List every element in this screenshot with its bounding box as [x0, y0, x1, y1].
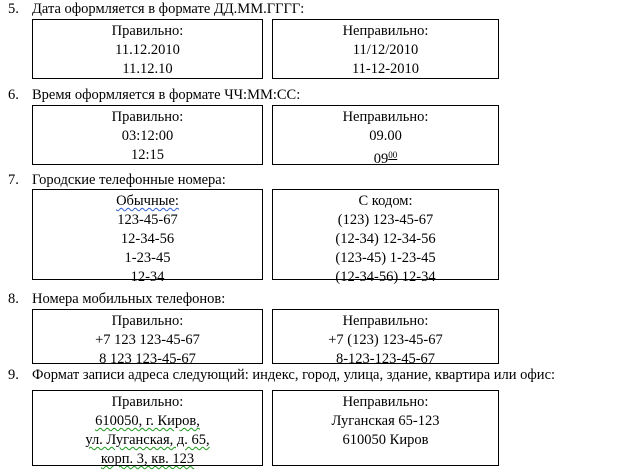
address-line: 610050, г. Киров,	[95, 413, 200, 429]
superscript-minutes: 00	[388, 150, 398, 160]
section-5-correct-box	[32, 19, 263, 79]
superscript-base: 09	[373, 151, 389, 167]
section-6-correct-box	[32, 105, 263, 165]
incorrect-example: 11-12-2010	[351, 61, 420, 77]
incorrect-header: Неправильно:	[342, 23, 429, 39]
code-example: (12-34-56) 12-34	[335, 269, 436, 285]
correct-example: 11.12.10	[122, 61, 173, 77]
code-example: (123-45) 1-23-45	[335, 250, 436, 266]
correct-header: Правильно:	[111, 394, 184, 410]
section-5-title: Дата оформляется в формате ДД.ММ.ГГГГ:	[32, 1, 305, 17]
correct-header: Правильно:	[111, 313, 184, 329]
incorrect-example: 610050 Киров	[342, 432, 429, 448]
section-6-incorrect-box	[272, 105, 499, 165]
section-7-heading	[8, 171, 226, 190]
section-9-heading	[8, 366, 555, 385]
section-9-correct-box	[32, 390, 263, 466]
section-8-heading	[8, 290, 225, 309]
regular-example: 12-34	[130, 269, 165, 285]
regular-example: 12-34-56	[120, 231, 175, 247]
code-example: (12-34) 12-34-56	[335, 231, 436, 247]
correct-header: Правильно:	[111, 23, 184, 39]
section-9-number: 9.	[8, 367, 19, 383]
code-header: С кодом:	[358, 193, 413, 209]
section-6-title: Время оформляется в формате ЧЧ:ММ:СС:	[32, 87, 301, 103]
section-8-correct-box	[32, 309, 263, 367]
section-8-number: 8.	[8, 291, 19, 307]
address-line-wrap	[33, 412, 262, 431]
section-7-regular-box	[32, 189, 263, 285]
section-7-number: 7.	[8, 172, 19, 188]
section-5-number: 5.	[8, 1, 19, 17]
regular-example: 1-23-45	[124, 250, 171, 266]
section-7-code-box	[272, 189, 499, 285]
incorrect-example: 11/12/2010	[352, 42, 419, 58]
section-7-title: Городские телефонные номера:	[32, 172, 226, 188]
correct-example: 03:12:00	[121, 128, 174, 144]
incorrect-example-superscript	[273, 146, 498, 169]
regular-header-line	[33, 192, 262, 211]
incorrect-header: Неправильно:	[342, 109, 429, 125]
section-8-title: Номера мобильных телефонов:	[32, 291, 226, 307]
incorrect-example: 09.00	[369, 128, 402, 144]
regular-example: 123-45-67	[117, 212, 178, 228]
section-6-heading	[8, 86, 300, 105]
section-6-number: 6.	[8, 87, 19, 103]
correct-header: Правильно:	[111, 109, 184, 125]
correct-example: +7 123 123-45-67	[95, 332, 200, 348]
address-line-wrap	[33, 431, 262, 450]
regular-header: Обычные:	[116, 193, 179, 209]
section-5-incorrect-box	[272, 19, 499, 79]
incorrect-example: +7 (123) 123-45-67	[328, 332, 443, 348]
address-line: ул. Луганская, д. 65,	[85, 432, 210, 448]
section-9-title: Формат записи адреса следующий: индекс, город, улица, здание, квартира или офис:	[32, 367, 556, 383]
incorrect-example: 8-123-123-45-67	[335, 351, 436, 367]
code-example: (123) 123-45-67	[337, 212, 434, 228]
incorrect-example: Луганская 65-123	[331, 413, 440, 429]
section-9-incorrect-box	[272, 390, 499, 466]
correct-example: 8 123 123-45-67	[99, 351, 196, 367]
address-line: корп. 3, кв. 123	[100, 451, 195, 467]
correct-example: 11.12.2010	[115, 42, 180, 58]
address-line-wrap	[33, 450, 262, 469]
incorrect-header: Неправильно:	[342, 394, 429, 410]
incorrect-header: Неправильно:	[342, 313, 429, 329]
correct-example: 12:15	[130, 147, 165, 163]
section-8-incorrect-box	[272, 309, 499, 367]
section-5-heading	[8, 0, 304, 19]
